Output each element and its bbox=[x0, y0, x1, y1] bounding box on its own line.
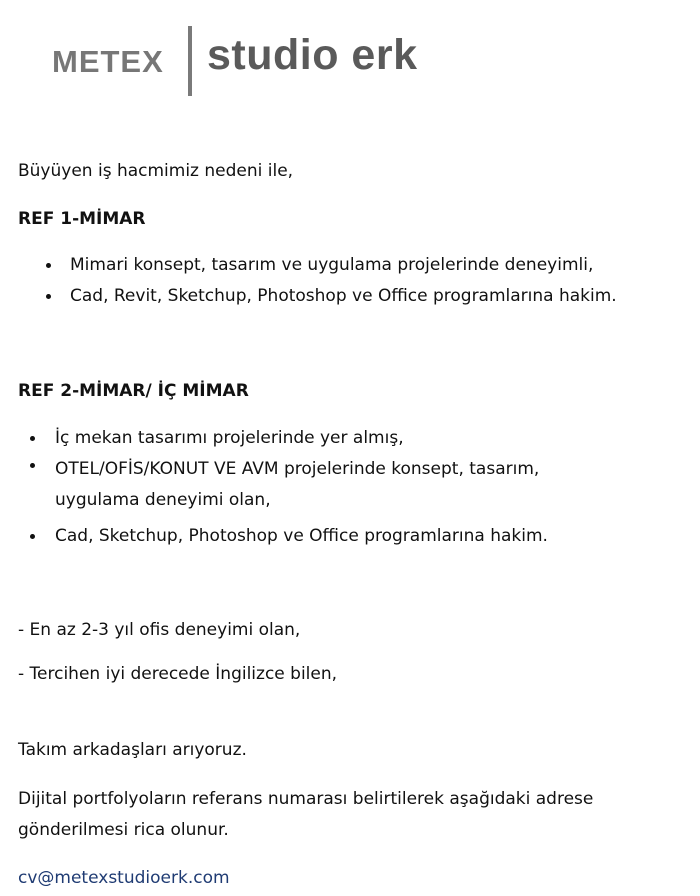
ref2-list bbox=[55, 427, 615, 556]
logo-studio-erk-text: studio erk bbox=[207, 31, 418, 79]
company-logo bbox=[52, 24, 452, 98]
ref1-list bbox=[70, 254, 617, 316]
ref2-item: Cad, Sketchup, Photoshop ve Office programlarına hakim. bbox=[55, 525, 615, 547]
contact-email-link[interactable]: cv@metexstudioerk.com bbox=[18, 868, 230, 888]
ref2-item: OTEL/OFİS/KONUT VE AVM projelerinde konsept, tasarım, uygulama deneyimi olan, bbox=[55, 454, 615, 516]
ref2-item: İç mekan tasarımı projelerinde yer almış, bbox=[55, 427, 615, 449]
instruction-text: Dijital portfolyoların referans numarası belirtilerek aşağıdaki adrese gönderilmesi rica olunur. bbox=[18, 789, 594, 840]
ref1-item: Cad, Revit, Sketchup, Photoshop ve Office programlarına hakim. bbox=[70, 285, 617, 316]
logo-metex-text: METEX bbox=[52, 44, 164, 79]
ref1-item: Mimari konsept, tasarım ve uygulama projelerinde deneyimli, bbox=[70, 254, 617, 285]
requirement-english: - Tercihen iyi derecede İngilizce bilen, bbox=[18, 664, 338, 684]
intro-text: Büyüyen iş hacmimiz nedeni ile, bbox=[18, 161, 294, 181]
ref1-heading: REF 1-MİMAR bbox=[18, 209, 146, 229]
requirement-experience: - En az 2-3 yıl ofis deneyimi olan, bbox=[18, 620, 301, 640]
logo-divider bbox=[188, 26, 192, 96]
ref2-heading: REF 2-MİMAR/ İÇ MİMAR bbox=[18, 381, 249, 401]
closing-text: Takım arkadaşları arıyoruz. bbox=[18, 740, 247, 760]
